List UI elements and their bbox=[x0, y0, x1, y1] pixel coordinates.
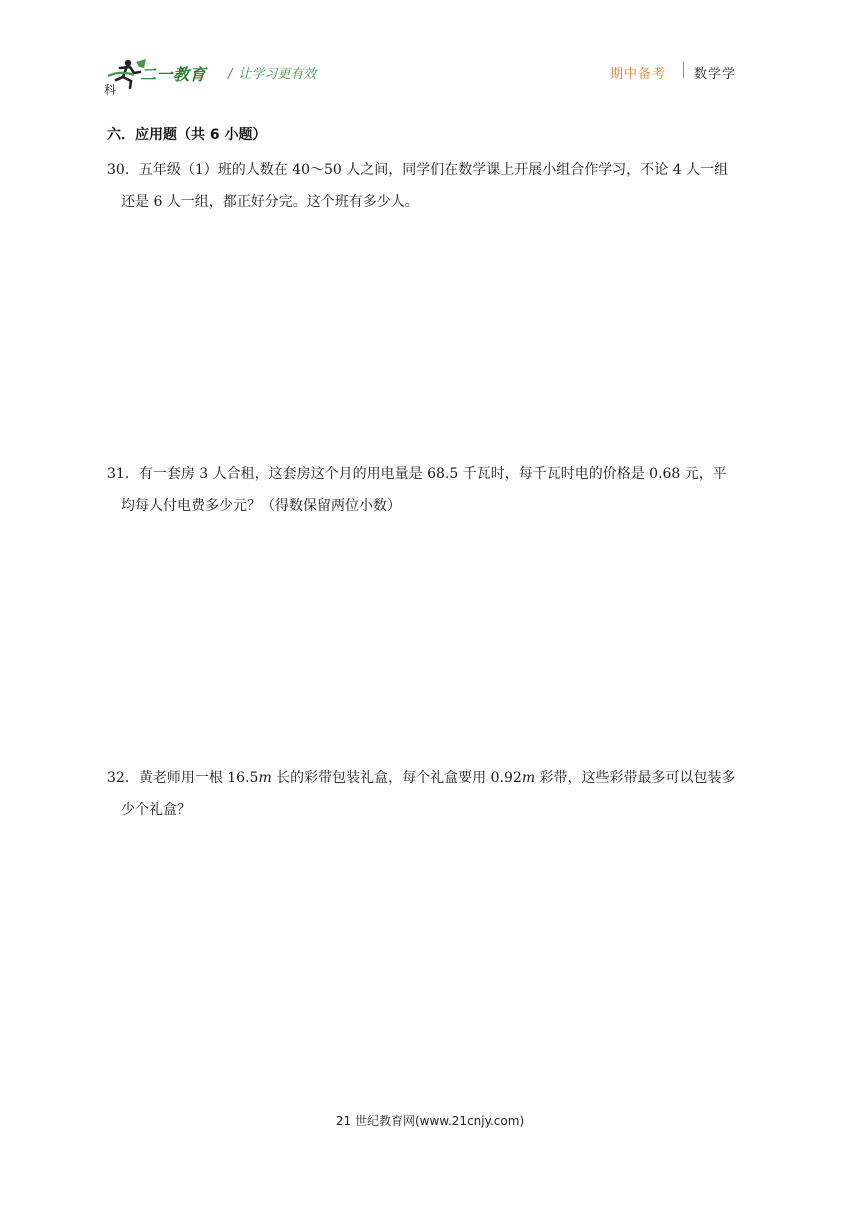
page-header bbox=[0, 0, 860, 100]
slogan bbox=[228, 63, 316, 82]
question-number: 31． bbox=[107, 466, 139, 482]
question-text-line2: 均每人付电费多少元？（得数保留两位小数） bbox=[121, 498, 401, 514]
question-text-part-b: 长的彩带包装礼盒，每个礼盒要用 0.92 bbox=[271, 770, 522, 786]
question-31 bbox=[107, 458, 757, 522]
unit-meter: m bbox=[521, 770, 536, 786]
question-32 bbox=[107, 762, 757, 826]
unit-meter: m bbox=[258, 770, 272, 786]
exam-tag: 期中备考 bbox=[610, 67, 667, 82]
question-text-line1: 有一套房 3 人合租，这套房这个月的用电量是 68.5 千瓦时，每千瓦时电的价格是 0.68 元，平 bbox=[138, 466, 727, 482]
question-number: 32． bbox=[107, 770, 139, 786]
section-title: 六．应用题（共 6 小题） bbox=[107, 127, 267, 143]
question-text-part-a: 黄老师用一根 16.5 bbox=[138, 770, 259, 786]
question-number: 30． bbox=[107, 162, 139, 178]
question-text-part-c: 彩带，这些彩带最多可以包装多 bbox=[535, 770, 736, 786]
question-text-line2: 还是 6 人一组，都正好分完。这个班有多少人。 bbox=[121, 194, 419, 210]
logo-subject-char: 科 bbox=[104, 83, 117, 97]
header-divider bbox=[683, 62, 684, 78]
question-30 bbox=[107, 154, 757, 218]
page-footer: 21 世纪教育网(www.21cnjy.com) bbox=[335, 1114, 525, 1128]
logo-text: 二一教育 bbox=[140, 65, 207, 84]
question-text-line1: 五年级（1）班的人数在 40～50 人之间，同学们在数学课上开展小组合作学习，不论 4 人一组 bbox=[138, 162, 729, 178]
slogan-text: 让学习更有效 bbox=[238, 67, 317, 82]
question-text-line2: 少个礼盒？ bbox=[121, 802, 191, 818]
slogan-separator: / bbox=[228, 67, 233, 82]
subject-label: 数学学 bbox=[694, 67, 737, 82]
